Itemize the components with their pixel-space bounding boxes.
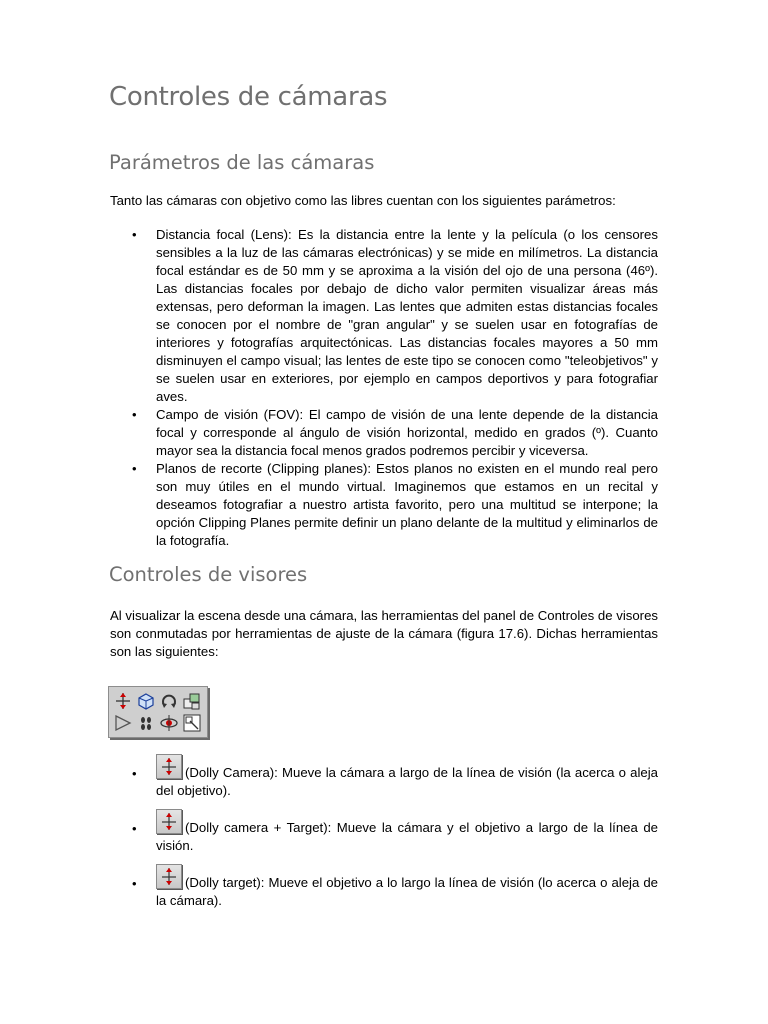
dolly-camera-icon — [156, 754, 182, 779]
field-of-view-icon — [113, 713, 133, 733]
section-heading-parametros: Parámetros de las cámaras — [109, 151, 375, 174]
bullet-icon: • — [132, 407, 137, 422]
list-item-text: (Dolly Camera): Mueve la cámara a largo de la línea de visión (la acerca o aleja del objetivo). — [156, 765, 658, 798]
zoom-extents-all-icon — [182, 691, 202, 711]
bullet-icon: • — [132, 461, 137, 476]
list-item — [110, 406, 658, 460]
list-item-text: Distancia focal (Lens): Es la distancia entre la lente y la película (o los censores sensibles a la luz de las cámaras electrónicas) y se mide en milímetros. La distancia focal estándar es de 50 mm y se aproxima a la visión del ojo de una persona (46º). Las distancias focales por debajo de dicho valor permiten visualizar áreas más extensas, pero deforman la imagen. Las lentes que admiten estas distancias focales se conocen por el nombre de "gran angular" y se suelen usar en fotografías de interiores y fotografías arquitectónicas. Las distancias focales mayores a 50 mm disminuyen el campo visual; las lentes de este tipo se conocen como "teleobjetivos" y se suelen usar en exteriores, por ejemplo en campos deportivos y para fotografiar aves. — [156, 227, 658, 404]
truck-icon — [136, 713, 156, 733]
visores-list — [110, 754, 658, 919]
list-item-text: (Dolly camera + Target): Mueve la cámara y el objetivo a largo de la línea de visión. — [156, 820, 658, 853]
bullet-icon: • — [132, 766, 137, 781]
list-item — [110, 809, 658, 855]
section-intro-visores: Al visualizar la escena desde una cámara, las herramientas del panel de Controles de visores son conmutadas por herramientas de ajuste de la cámara (figura 17.6). Dichas herramientas son las siguientes: — [110, 608, 658, 659]
list-item — [110, 460, 658, 550]
dolly-camera-target-icon — [156, 809, 182, 834]
list-item — [110, 226, 658, 406]
list-item-text: (Dolly target): Mueve el objetivo a lo largo la línea de visión (lo acerca o aleja de la cámara). — [156, 875, 658, 908]
orbit-icon — [159, 713, 179, 733]
list-item-text: Campo de visión (FOV): El campo de visión de una lente depende de la distancia focal y corresponde al ángulo de visión horizontal, medido en grados (º). Cuanto mayor sea la distancia focal menos grados podremos percibir y viceversa. — [156, 407, 658, 458]
maximize-toggle-icon — [182, 713, 202, 733]
camera-controls-toolbar — [108, 686, 208, 738]
page-title: Controles de cámaras — [109, 82, 388, 112]
parametros-list — [110, 226, 658, 550]
section-heading-visores: Controles de visores — [109, 563, 308, 586]
list-item — [110, 864, 658, 910]
list-item — [110, 754, 658, 800]
bullet-icon: • — [132, 227, 137, 242]
dolly-icon — [113, 691, 133, 711]
dolly-target-icon — [156, 864, 182, 889]
perspective-icon — [136, 691, 156, 711]
bullet-icon: • — [132, 821, 137, 836]
bullet-icon: • — [132, 876, 137, 891]
roll-icon — [159, 691, 179, 711]
section-intro-parametros: Tanto las cámaras con objetivo como las libres cuentan con los siguientes parámetros: — [110, 193, 616, 208]
list-item-text: Planos de recorte (Clipping planes): Estos planos no existen en el mundo real pero son muy útiles en el mundo virtual. Imaginemos que estamos en un recital y deseamos fotografiar a nuestro artista favorito, pero una multitud se interpone; la opción Clipping Planes permite definir un plano delante de la multitud y eliminarlos de la fotografía. — [156, 461, 658, 548]
